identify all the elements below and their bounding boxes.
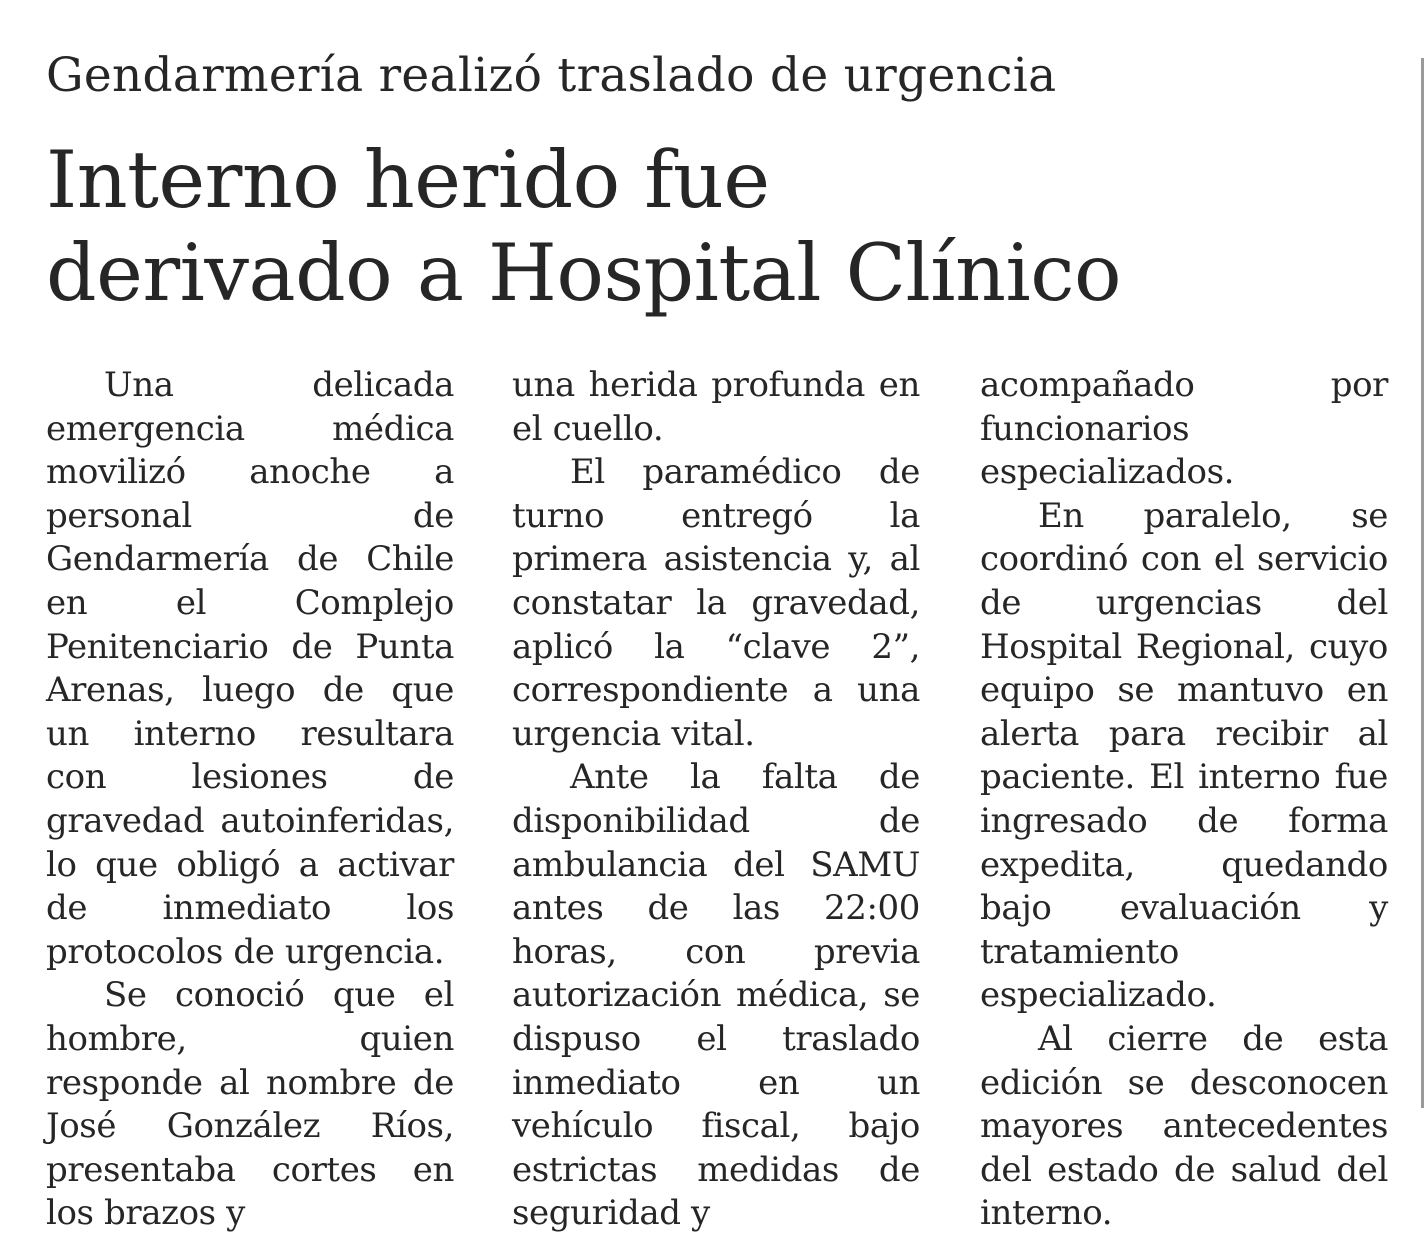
body-paragraph: En paralelo, se coordinó con el servicio de urgencias del Hospital Regional, cuyo equipo se mantuvo en alerta para recibir al paciente. El interno fue ingresado de forma expedita, quedando bajo evaluación y tratamiento especializado.	[980, 495, 1388, 1016]
article-kicker: Gendarmería realizó traslado de urgencia	[46, 48, 1057, 103]
body-paragraph: Se conoció que el hombre, quien responde al nombre de José González Ríos, presentaba cortes en los brazos y	[46, 975, 454, 1234]
article-column-3	[980, 364, 1388, 1236]
article-column-2	[512, 364, 920, 1236]
body-paragraph: Ante la falta de disponibilidad de ambulancia del SAMU antes de las 22:00 horas, con previa autorización médica, se dispuso el traslado inmediato en un vehículo fiscal, bajo estrictas medidas de seguridad y	[512, 757, 920, 1234]
body-paragraph: El paramédico de turno entregó la primera asistencia y, al constatar la gravedad, aplicó la “clave 2”, correspondiente a una urgencia vital.	[512, 452, 920, 754]
article-headline	[46, 134, 1121, 320]
body-paragraph-continued: una herida profunda en el cuello.	[512, 365, 920, 449]
headline-line-1: Interno herido fue	[46, 134, 770, 226]
body-paragraph: Al cierre de esta edición se desconocen mayores antecedentes del estado de salud del interno.	[980, 1018, 1388, 1234]
body-paragraph-continued: acompañado por funcionarios especializados.	[980, 365, 1388, 493]
article-column-1	[46, 364, 454, 1236]
headline-line-2: derivado a Hospital Clínico	[46, 227, 1122, 319]
body-paragraph: Una delicada emergencia médica movilizó anoche a personal de Gendarmería de Chile en el Complejo Penitenciario de Punta Arenas, luego de que un interno resultara con lesiones de gravedad autoinferidas, lo que obligó a activar de inmediato los protocolos de urgencia.	[46, 365, 454, 972]
